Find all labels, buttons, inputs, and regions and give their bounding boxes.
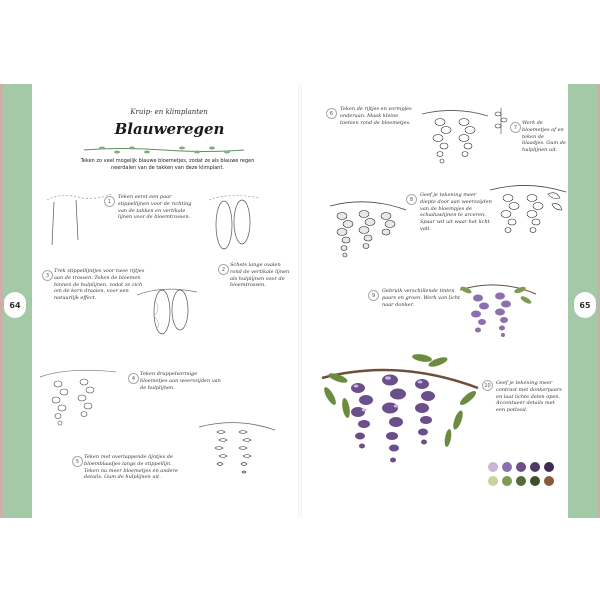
palette-swatch (502, 476, 512, 486)
left-page-number: 64 (4, 292, 26, 318)
step-8-text: Geef je tekening meer diepte door aan weerszijden van de bloempjes de schaduwlijnen te arceren. Spaar wit uit waar het licht valt. (420, 192, 492, 232)
step-9-badge: 9 (368, 290, 379, 301)
step-9-colored-sketch (458, 278, 538, 354)
palette-swatch (516, 476, 526, 486)
vine-divider-illustration (82, 145, 247, 155)
step-6-sketch (420, 104, 490, 174)
step-7-sketch (492, 106, 510, 136)
palette-swatch (502, 462, 512, 472)
step-8-sketch (328, 196, 408, 272)
intro-text: Teken zo veel mogelijk blauwe bloemetjes, zodat ze als blauwe regen neerdalen van de takken van deze klimplant. (80, 158, 255, 171)
step-1-text: Teken eerst een paar stippellijnen voor de richting van de takken en vertikale lijnen voor de bloemtrossen. (118, 194, 192, 221)
book-spread (0, 84, 600, 518)
step-8-badge: 8 (406, 194, 417, 205)
step-7-detailed-sketch (488, 180, 568, 256)
page-subtitle: Kruip- en klimplanten (130, 108, 208, 116)
right-page-number: 65 (574, 292, 596, 318)
left-page (32, 84, 298, 518)
step-6-text: Teken de rijtjes en vormpjes onderaan. Maak kleine toetsen rond de bloemetjes. (340, 106, 412, 126)
palette-swatch (530, 462, 540, 472)
step-10-badge: 10 (482, 380, 493, 391)
step-1-badge: 1 (104, 196, 115, 207)
step-10-final-illustration (318, 348, 483, 498)
step-2-text: Schets lange ovalen rond de vertikale lijnen als hulplijnen voor de bloemtrossen. (230, 262, 290, 289)
step-7-badge: 7 (510, 122, 521, 133)
step-3-text: Trek stippellijntjes voor twee rijtjes aan de trossen. Teken de bloemen binnen de hulplijnen, zodat ze zich om de kern draaien, voor een natuurlijk effect. (54, 268, 145, 301)
step-3-sketch (132, 280, 202, 340)
palette-swatch (530, 476, 540, 486)
palette-swatch (544, 476, 554, 486)
right-page (302, 84, 568, 518)
step-9-text: Gebruik verschillende tinten paars en groen. Werk van licht naar donker. (382, 288, 460, 308)
step-2-sketch (204, 190, 264, 260)
palette-swatch (516, 462, 526, 472)
step-5-sketch (197, 412, 277, 492)
step-4-badge: 4 (128, 373, 139, 384)
step-2-badge: 2 (218, 264, 229, 275)
step-3-badge: 3 (42, 270, 53, 281)
step-7-text: Werk de bloemetjes af en teken de blaadjes. Gum de hulplijnen uit. (522, 120, 566, 153)
page-title: Blauweregen (114, 120, 225, 138)
step-5-text: Teken met overlappende lijntjes de bloemblaadjes langs de stippellijn. Teken nu meer bloemetjes en andere details. Gum de hulplijnen uit. (84, 454, 178, 481)
step-5-badge: 5 (72, 456, 83, 467)
palette-swatch (544, 462, 554, 472)
palette-swatch (488, 476, 498, 486)
step-6-badge: 6 (326, 108, 337, 119)
step-4-text: Teken druppelvormige bloemetjes aan weerszijden van de hulplijnen. (140, 371, 221, 391)
step-10-text: Geef je tekening meer contrast met donkerpaars en laat lichte delen open. Accentueer details met een potlood. (496, 380, 562, 413)
palette-swatch (488, 462, 498, 472)
step-4-sketch (38, 362, 118, 442)
